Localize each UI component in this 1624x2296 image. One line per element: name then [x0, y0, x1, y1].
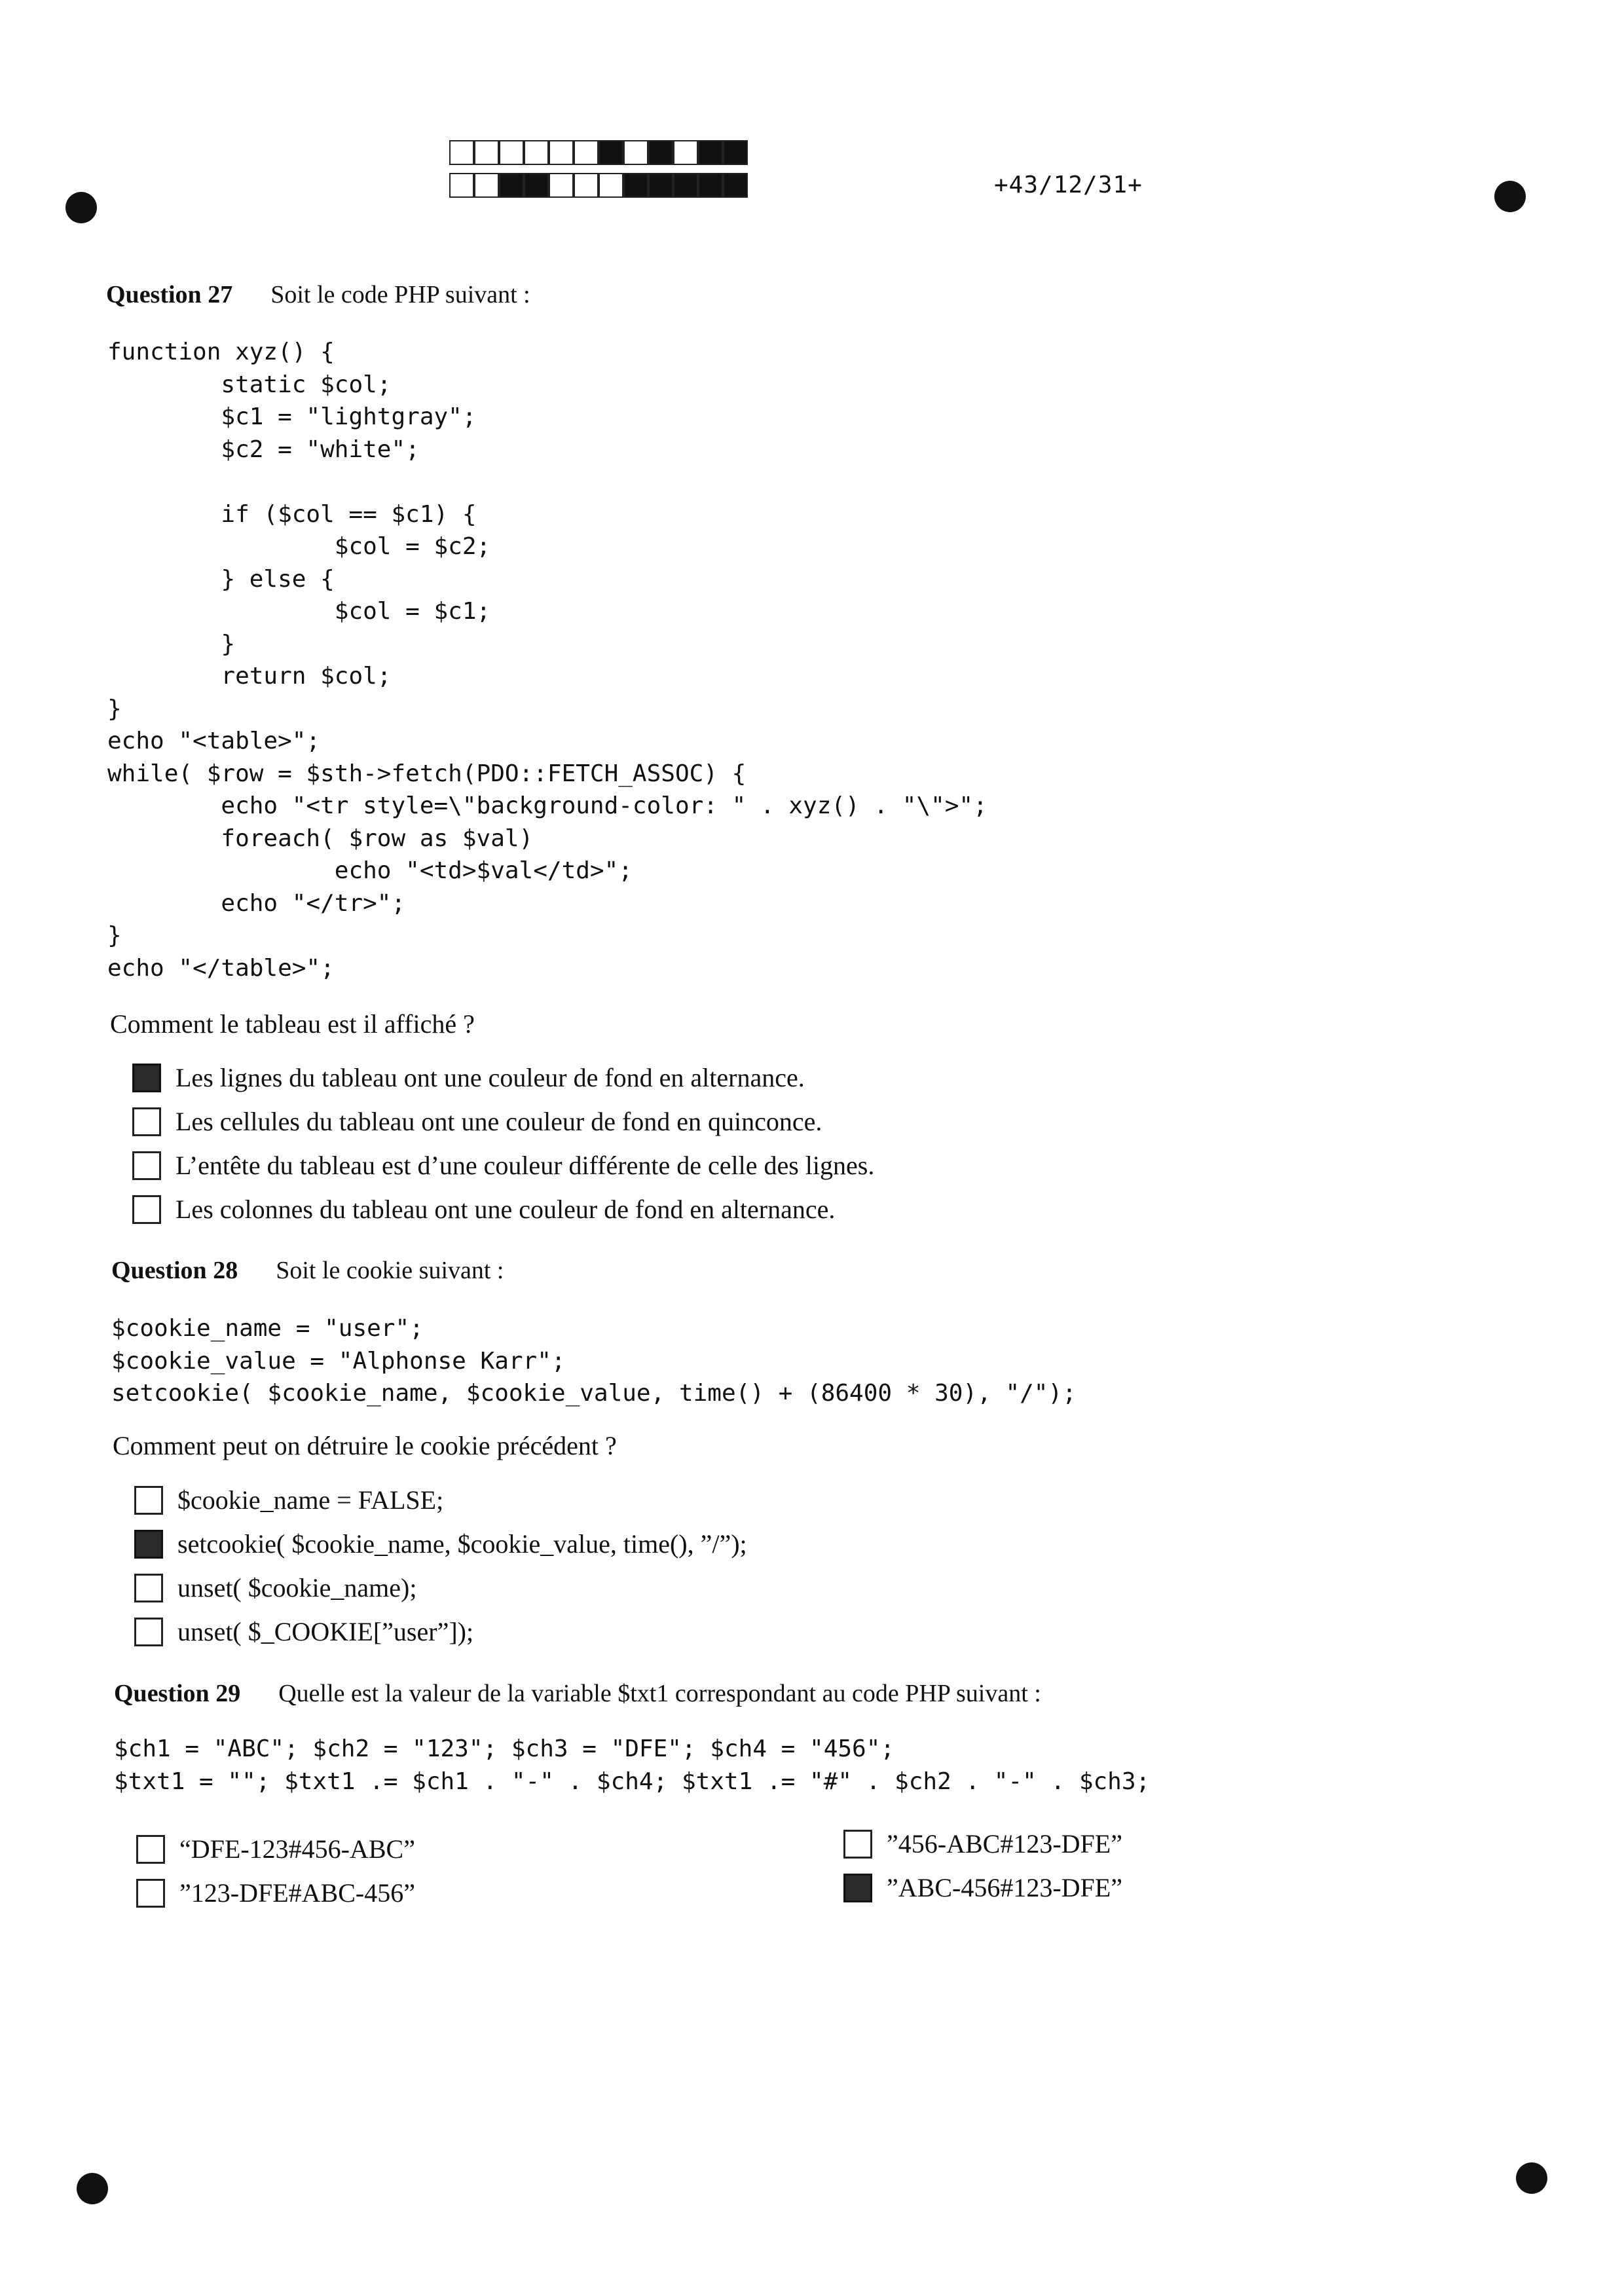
registration-mark-bottom-left: [77, 2173, 108, 2204]
q29-option-2-checkbox[interactable]: [136, 1879, 165, 1908]
question-28-title: Soit le cookie suivant :: [276, 1257, 504, 1284]
q28-option-2[interactable]: [134, 1528, 747, 1559]
q27-option-3-checkbox[interactable]: [132, 1151, 161, 1180]
q29-option-2[interactable]: [136, 1878, 415, 1908]
barcode-cell: [723, 140, 748, 165]
registration-mark-top-left: [65, 192, 97, 223]
page-id: +43/12/31+: [994, 172, 1143, 198]
barcode-cell: [673, 140, 698, 165]
barcode-cell: [623, 173, 648, 198]
question-28-heading: [111, 1256, 504, 1285]
barcode-cell: [623, 140, 648, 165]
registration-mark-bottom-right: [1516, 2162, 1547, 2194]
question-28-number: Question 28: [111, 1257, 238, 1284]
barcode-cell: [698, 140, 723, 165]
barcode-cell: [698, 173, 723, 198]
question-27-title: Soit le code PHP suivant :: [270, 281, 530, 308]
barcode-cell: [673, 173, 698, 198]
barcode-cell: [499, 173, 524, 198]
barcode-cell: [723, 173, 748, 198]
question-28-code: $cookie_name = "user"; $cookie_value = "Alphonse Karr"; setcookie( $cookie_name, $cookie_value, time() + (86400 * 30), "/");: [111, 1315, 1077, 1407]
q29-option-3-checkbox[interactable]: [843, 1830, 872, 1859]
q28-option-1-label: $cookie_name = FALSE;: [177, 1485, 444, 1515]
barcode-cell: [449, 140, 474, 165]
barcode-cell: [549, 173, 574, 198]
barcode-cell: [599, 140, 623, 165]
barcode-cell: [474, 173, 499, 198]
question-29-heading: [114, 1679, 1041, 1708]
q28-option-4-checkbox[interactable]: [134, 1618, 163, 1646]
q28-option-2-label: setcookie( $cookie_name, $cookie_value, time(), ”/”);: [177, 1529, 747, 1559]
q27-option-1-checkbox[interactable]: [132, 1064, 161, 1092]
q29-option-3[interactable]: [843, 1828, 1122, 1859]
q28-option-4[interactable]: [134, 1616, 473, 1647]
question-27-prompt: Comment le tableau est il affiché ?: [110, 1009, 475, 1039]
registration-mark-top-right: [1494, 181, 1526, 212]
barcode-top-row: [449, 140, 748, 166]
q29-option-1-label: “DFE-123#456-ABC”: [179, 1834, 415, 1864]
barcode-cell: [549, 140, 574, 165]
q29-option-3-label: ”456-ABC#123-DFE”: [887, 1829, 1122, 1859]
q27-option-3[interactable]: [132, 1150, 874, 1181]
q27-option-3-label: L’entête du tableau est d’une couleur différente de celle des lignes.: [175, 1151, 875, 1180]
question-29-title: Quelle est la valeur de la variable $txt1 correspondant au code PHP suivant :: [278, 1680, 1041, 1707]
q28-option-3-checkbox[interactable]: [134, 1574, 163, 1602]
barcode-cell: [474, 140, 499, 165]
barcode-cell: [599, 173, 623, 198]
q28-option-3-label: unset( $cookie_name);: [177, 1573, 417, 1602]
q28-option-1[interactable]: [134, 1485, 443, 1515]
barcode-cell: [524, 173, 549, 198]
q28-option-4-label: unset( $_COOKIE[”user”]);: [177, 1617, 474, 1646]
question-27-number: Question 27: [106, 281, 233, 308]
q27-option-4-checkbox[interactable]: [132, 1195, 161, 1224]
q27-option-4-label: Les colonnes du tableau ont une couleur de fond en alternance.: [175, 1194, 836, 1224]
barcode-cell: [574, 173, 599, 198]
q27-option-4[interactable]: [132, 1194, 835, 1225]
barcode-cell: [524, 140, 549, 165]
question-27-heading: [106, 280, 530, 309]
barcode-cell: [449, 173, 474, 198]
q28-option-1-checkbox[interactable]: [134, 1486, 163, 1515]
q28-option-2-checkbox[interactable]: [134, 1530, 163, 1559]
q29-option-4-checkbox[interactable]: [843, 1874, 872, 1902]
question-29-code: $ch1 = "ABC"; $ch2 = "123"; $ch3 = "DFE"; $ch4 = "456"; $txt1 = ""; $txt1 .= $ch1 . "-" . $ch4; $txt1 .= "#" . $ch2 . "-" . $ch3;: [114, 1735, 1151, 1795]
barcode-cell: [574, 140, 599, 165]
q27-option-2-checkbox[interactable]: [132, 1107, 161, 1136]
question-28-prompt: Comment peut on détruire le cookie précédent ?: [113, 1431, 617, 1460]
q29-option-2-label: ”123-DFE#ABC-456”: [179, 1878, 415, 1908]
barcode-cell: [499, 140, 524, 165]
barcode-bottom-row: [449, 173, 748, 199]
q27-option-2-label: Les cellules du tableau ont une couleur de fond en quinconce.: [175, 1107, 822, 1136]
q27-option-1-label: Les lignes du tableau ont une couleur de fond en alternance.: [175, 1063, 805, 1092]
q27-option-2[interactable]: [132, 1106, 822, 1137]
question-29-number: Question 29: [114, 1680, 241, 1707]
q29-option-4-label: ”ABC-456#123-DFE”: [887, 1873, 1122, 1902]
barcode-cell: [648, 140, 673, 165]
q29-option-4[interactable]: [843, 1872, 1122, 1903]
q29-option-1-checkbox[interactable]: [136, 1835, 165, 1864]
q29-option-1[interactable]: [136, 1834, 415, 1864]
q27-option-1[interactable]: [132, 1062, 805, 1093]
q28-option-3[interactable]: [134, 1572, 416, 1603]
question-27-code: function xyz() { static $col; $c1 = "lightgray"; $c2 = "white"; if ($col == $c1) { $col = $c2; } else { $col = $c1; } return $col; } echo "<table>"; while( $row = $sth->fetch(PDO::FETCH_ASSOC) { echo "<tr style=\"background-color: " . xyz() . "\">"; foreach( $row as $val) echo "<td>$val</td>"; echo "</tr>"; } echo "</table>";: [107, 339, 987, 982]
barcode-cell: [648, 173, 673, 198]
